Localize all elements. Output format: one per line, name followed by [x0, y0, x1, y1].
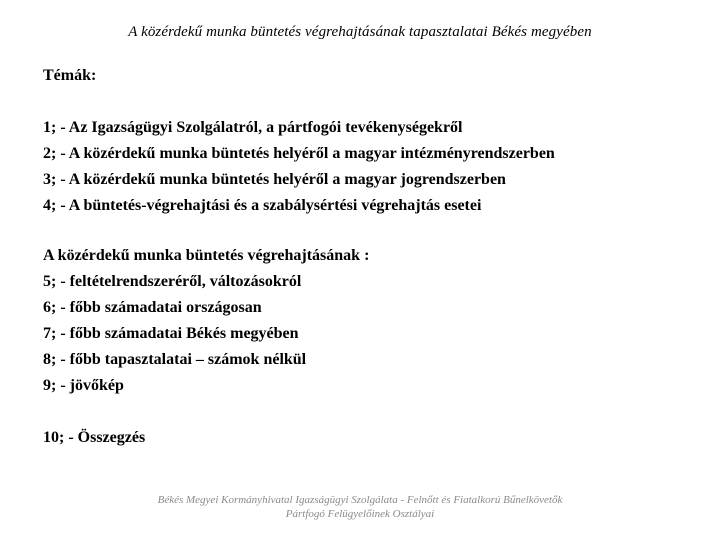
execution-heading: A közérdekű munka büntetés végrehajtásának :: [43, 247, 370, 264]
slide-title: A közérdekű munka büntetés végrehajtásának tapasztalatai Békés megyében: [128, 24, 592, 40]
list-item: 7; - főbb számadatai Békés megyében: [43, 325, 299, 342]
footer-line-2: Pártfogó Felügyelőinek Osztályai: [285, 508, 435, 520]
topics-section: [43, 63, 96, 89]
summary-section: [43, 425, 145, 451]
list-item: 2; - A közérdekű munka büntetés helyéről a magyar intézményrendszerben: [43, 145, 555, 162]
topics-list: [43, 115, 555, 219]
execution-list: [43, 243, 369, 399]
footer-line-1: Békés Megyei Kormányhivatal Igazságügyi Szolgálata - Felnőtt és Fiatalkorú Bűnelkövetők: [157, 494, 563, 506]
summary-item: 10; - Összegzés: [43, 429, 146, 446]
list-item: 6; - főbb számadatai országosan: [43, 299, 262, 316]
list-item: 3; - A közérdekű munka büntetés helyéről a magyar jogrendszerben: [43, 171, 506, 188]
list-item: 1; - Az Igazságügyi Szolgálatról, a pártfogói tevékenységekről: [43, 119, 463, 136]
list-item: 4; - A büntetés-végrehajtási és a szabálysértési végrehajtás esetei: [43, 197, 482, 214]
list-item: 9; - jövőkép: [43, 377, 124, 394]
list-item: 5; - feltételrendszeréről, változásokról: [43, 273, 302, 290]
footer: [0, 493, 720, 521]
list-item: 8; - főbb tapasztalatai – számok nélkül: [43, 351, 307, 368]
topics-heading: Témák:: [43, 67, 97, 84]
